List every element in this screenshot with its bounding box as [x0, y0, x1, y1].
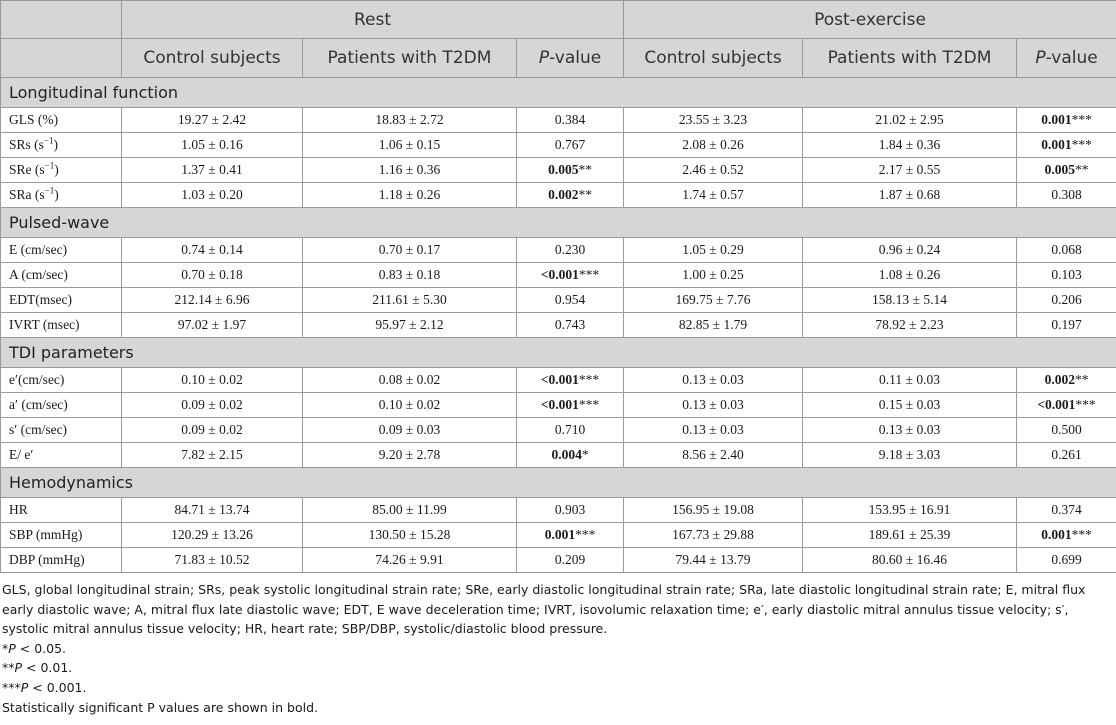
header-p-suffix: -value — [1045, 48, 1098, 68]
table-footnotes — [2, 580, 1114, 717]
rest-p-value — [517, 498, 624, 523]
p-value-number: 0.209 — [554, 552, 586, 567]
table-row — [1, 368, 1116, 393]
post-p-value — [1017, 313, 1116, 338]
row-label-text: DBP (mmHg) — [9, 552, 85, 567]
post-patients-value: 1.08 ± 0.26 — [803, 263, 1017, 288]
post-p-value — [1017, 288, 1116, 313]
rest-p-value — [517, 548, 624, 573]
row-label — [1, 393, 122, 418]
footnote-p: P — [14, 660, 23, 676]
row-label — [1, 158, 122, 183]
row-label-text: A (cm/sec) — [9, 267, 68, 282]
rest-p-value — [517, 288, 624, 313]
p-value-stars: *** — [1075, 397, 1096, 412]
p-value-stars: ** — [578, 162, 592, 177]
p-value-number: 0.197 — [1051, 317, 1082, 332]
p-value-number: 0.954 — [554, 292, 586, 307]
rest-control-value: 0.09 ± 0.02 — [122, 393, 303, 418]
table-row — [1, 393, 1116, 418]
post-patients-value: 158.13 ± 5.14 — [803, 288, 1017, 313]
unit-exponent: −1 — [43, 135, 54, 146]
rest-p-value — [517, 393, 624, 418]
rest-p-value — [517, 263, 624, 288]
header-p-letter: P — [1035, 48, 1046, 68]
p-value-number: 0.068 — [1051, 242, 1082, 257]
header-p-suffix: -value — [549, 48, 602, 68]
p-value-stars: * — [581, 447, 589, 462]
post-control-value: 1.05 ± 0.29 — [624, 238, 803, 263]
rest-patients-value: 0.10 ± 0.02 — [303, 393, 517, 418]
rest-p-value — [517, 158, 624, 183]
row-label-text: e′(cm/sec) — [9, 372, 65, 387]
rest-patients-value: 95.97 ± 2.12 — [303, 313, 517, 338]
footnote-threshold: < 0.05. — [15, 640, 67, 656]
p-value-number: 0.001 — [1041, 137, 1072, 152]
unit-close: ) — [54, 187, 59, 202]
rest-control-value: 97.02 ± 1.97 — [122, 313, 303, 338]
post-p-value — [1017, 523, 1116, 548]
p-value-number: 0.500 — [1051, 422, 1082, 437]
rest-control-value: 212.14 ± 6.96 — [122, 288, 303, 313]
section-title: Longitudinal function — [1, 78, 1116, 108]
post-control-value: 169.75 ± 7.76 — [624, 288, 803, 313]
row-label-text: s′ (cm/sec) — [9, 422, 68, 437]
row-label-text: E (cm/sec) — [9, 242, 68, 257]
p-value-stars: *** — [575, 527, 596, 542]
post-p-value — [1017, 133, 1116, 158]
row-label-text: a′ (cm/sec) — [9, 397, 68, 412]
footnote-threshold: < 0.001. — [28, 679, 87, 695]
p-value-stars: *** — [578, 397, 600, 412]
rest-patients-value: 130.50 ± 15.28 — [303, 523, 517, 548]
p-value-number: 0.710 — [554, 422, 586, 437]
p-value-number: <0.001 — [540, 397, 579, 412]
header-corner-2 — [1, 39, 122, 78]
rest-p-value — [517, 238, 624, 263]
header-rest-control: Control subjects — [122, 39, 303, 78]
p-value-number: 0.230 — [554, 242, 586, 257]
post-patients-value: 1.87 ± 0.68 — [803, 183, 1017, 208]
row-label — [1, 108, 122, 133]
post-patients-value: 21.02 ± 2.95 — [803, 108, 1017, 133]
row-label — [1, 368, 122, 393]
rest-patients-value: 18.83 ± 2.72 — [303, 108, 517, 133]
table-row — [1, 288, 1116, 313]
footnote-stars: *** — [2, 679, 21, 695]
row-label — [1, 523, 122, 548]
p-value-number: <0.001 — [540, 372, 579, 387]
row-label — [1, 418, 122, 443]
footnote-p: P — [8, 640, 16, 656]
row-label — [1, 288, 122, 313]
post-control-value: 2.08 ± 0.26 — [624, 133, 803, 158]
footnote-p0001 — [2, 678, 1114, 698]
table-row — [1, 418, 1116, 443]
p-value-number: <0.001 — [1037, 397, 1076, 412]
p-value-number: 0.384 — [554, 112, 586, 127]
footnote-abbreviations: GLS, global longitudinal strain; SRs, peak systolic longitudinal strain rate; SRe, early diastolic longitudinal strain rate; SRa, late diastolic longitudinal strain rate; E, mitral flux early diastolic wave; A, mitral flux late diastolic wave; EDT, E wave deceleration time; IVRT, isovolumic relaxation time; e′, early diastolic mitral annulus tissue velocity; s′, systolic mitral annulus tissue velocity; HR, heart rate; SBP/DBP, systolic/diastolic blood pressure. — [2, 582, 1086, 637]
header-post-patients: Patients with T2DM — [803, 39, 1017, 78]
footnote-threshold: < 0.01. — [22, 660, 73, 676]
post-patients-value: 9.18 ± 3.03 — [803, 443, 1017, 468]
p-value-stars: *** — [1071, 527, 1092, 542]
post-control-value: 1.00 ± 0.25 — [624, 263, 803, 288]
header-corner — [1, 1, 122, 39]
post-control-value: 0.13 ± 0.03 — [624, 368, 803, 393]
post-patients-value: 0.15 ± 0.03 — [803, 393, 1017, 418]
post-control-value: 156.95 ± 19.08 — [624, 498, 803, 523]
rest-patients-value: 85.00 ± 11.99 — [303, 498, 517, 523]
footnote-bold-note: Statistically significant P values are shown in bold. — [2, 699, 318, 715]
row-label-text: GLS (%) — [9, 112, 59, 127]
rest-patients-value: 1.16 ± 0.36 — [303, 158, 517, 183]
footnote-stars: * — [2, 640, 9, 656]
row-label — [1, 313, 122, 338]
p-value-number: 0.261 — [1051, 447, 1082, 462]
p-value-stars: *** — [1071, 137, 1092, 152]
row-label-text: IVRT (msec) — [9, 317, 80, 332]
rest-patients-value: 0.70 ± 0.17 — [303, 238, 517, 263]
p-value-number: 0.374 — [1051, 502, 1082, 517]
unit-close: ) — [53, 137, 58, 152]
p-value-number: 0.004 — [551, 447, 582, 462]
table-row — [1, 443, 1116, 468]
post-p-value — [1017, 183, 1116, 208]
table-row — [1, 133, 1116, 158]
post-control-value: 82.85 ± 1.79 — [624, 313, 803, 338]
post-p-value — [1017, 418, 1116, 443]
row-label — [1, 263, 122, 288]
post-patients-value: 2.17 ± 0.55 — [803, 158, 1017, 183]
rest-control-value: 0.74 ± 0.14 — [122, 238, 303, 263]
rest-p-value — [517, 108, 624, 133]
section-title: Pulsed-wave — [1, 208, 1116, 238]
p-value-stars: ** — [1074, 162, 1089, 177]
section-header-row — [1, 468, 1116, 498]
post-p-value — [1017, 393, 1116, 418]
row-label-text: HR — [9, 502, 28, 517]
rest-p-value — [517, 523, 624, 548]
footnote-p001 — [2, 658, 1114, 678]
rest-p-value — [517, 368, 624, 393]
row-label — [1, 443, 122, 468]
header-post-control: Control subjects — [624, 39, 803, 78]
unit-close: ) — [54, 162, 59, 177]
rest-control-value: 19.27 ± 2.42 — [122, 108, 303, 133]
row-label-text: SRs (s — [9, 137, 44, 152]
post-p-value — [1017, 158, 1116, 183]
post-control-value: 8.56 ± 2.40 — [624, 443, 803, 468]
section-header-row — [1, 338, 1116, 368]
rest-control-value: 0.09 ± 0.02 — [122, 418, 303, 443]
section-title: TDI parameters — [1, 338, 1116, 368]
post-p-value — [1017, 368, 1116, 393]
table-row — [1, 183, 1116, 208]
p-value-number: 0.308 — [1051, 187, 1082, 202]
header-p-letter: P — [538, 48, 550, 68]
p-value-number: 0.005 — [1044, 162, 1075, 177]
unit-exponent: −1 — [44, 185, 55, 196]
table-row — [1, 108, 1116, 133]
table-body — [1, 78, 1116, 573]
p-value-number: 0.903 — [554, 502, 586, 517]
table-row — [1, 263, 1116, 288]
header-rest: Rest — [122, 1, 624, 39]
p-value-number: 0.743 — [554, 317, 586, 332]
rest-control-value: 0.70 ± 0.18 — [122, 263, 303, 288]
post-control-value: 79.44 ± 13.79 — [624, 548, 803, 573]
rest-control-value: 0.10 ± 0.02 — [122, 368, 303, 393]
rest-control-value: 1.37 ± 0.41 — [122, 158, 303, 183]
rest-control-value: 84.71 ± 13.74 — [122, 498, 303, 523]
post-p-value — [1017, 263, 1116, 288]
rest-p-value — [517, 133, 624, 158]
post-patients-value: 0.13 ± 0.03 — [803, 418, 1017, 443]
header-row-columns — [1, 39, 1116, 78]
rest-control-value: 7.82 ± 2.15 — [122, 443, 303, 468]
post-control-value: 23.55 ± 3.23 — [624, 108, 803, 133]
rest-patients-value: 1.18 ± 0.26 — [303, 183, 517, 208]
post-p-value — [1017, 548, 1116, 573]
post-patients-value: 1.84 ± 0.36 — [803, 133, 1017, 158]
table-row — [1, 158, 1116, 183]
table-row — [1, 238, 1116, 263]
rest-p-value — [517, 313, 624, 338]
row-label — [1, 498, 122, 523]
rest-control-value: 1.05 ± 0.16 — [122, 133, 303, 158]
table-row — [1, 548, 1116, 573]
rest-control-value: 1.03 ± 0.20 — [122, 183, 303, 208]
row-label-text: SBP (mmHg) — [9, 527, 83, 542]
row-label — [1, 238, 122, 263]
table-row — [1, 523, 1116, 548]
p-value-number: 0.005 — [548, 162, 579, 177]
post-patients-value: 189.61 ± 25.39 — [803, 523, 1017, 548]
post-patients-value: 0.96 ± 0.24 — [803, 238, 1017, 263]
post-patients-value: 153.95 ± 16.91 — [803, 498, 1017, 523]
post-p-value — [1017, 108, 1116, 133]
footnote-p005 — [2, 639, 1114, 659]
rest-patients-value: 0.83 ± 0.18 — [303, 263, 517, 288]
row-label — [1, 133, 122, 158]
header-row-groups — [1, 1, 1116, 39]
header-rest-patients: Patients with T2DM — [303, 39, 517, 78]
footnote-p: P — [20, 679, 29, 695]
post-patients-value: 0.11 ± 0.03 — [803, 368, 1017, 393]
row-label-text: EDT(msec) — [9, 292, 72, 307]
post-control-value: 167.73 ± 29.88 — [624, 523, 803, 548]
table-row — [1, 313, 1116, 338]
post-p-value — [1017, 238, 1116, 263]
rest-patients-value: 74.26 ± 9.91 — [303, 548, 517, 573]
p-value-stars: ** — [1074, 372, 1089, 387]
post-control-value: 0.13 ± 0.03 — [624, 418, 803, 443]
p-value-number: 0.001 — [1041, 112, 1072, 127]
row-label-text: E/ e′ — [9, 447, 34, 462]
header-post-exercise: Post-exercise — [624, 1, 1116, 39]
rest-patients-value: 9.20 ± 2.78 — [303, 443, 517, 468]
rest-p-value — [517, 183, 624, 208]
post-patients-value: 78.92 ± 2.23 — [803, 313, 1017, 338]
post-control-value: 1.74 ± 0.57 — [624, 183, 803, 208]
header-rest-pvalue — [517, 39, 624, 78]
header-post-pvalue — [1017, 39, 1116, 78]
p-value-stars: ** — [578, 187, 592, 202]
rest-patients-value: 0.09 ± 0.03 — [303, 418, 517, 443]
p-value-number: 0.103 — [1051, 267, 1082, 282]
p-value-stars: *** — [578, 267, 600, 282]
post-p-value — [1017, 443, 1116, 468]
footnote-stars: ** — [2, 660, 15, 676]
p-value-number: <0.001 — [540, 267, 579, 282]
p-value-number: 0.699 — [1051, 552, 1082, 567]
rest-p-value — [517, 443, 624, 468]
p-value-stars: *** — [1071, 112, 1092, 127]
p-value-number: 0.001 — [544, 527, 576, 542]
rest-patients-value: 0.08 ± 0.02 — [303, 368, 517, 393]
section-header-row — [1, 208, 1116, 238]
p-value-stars: *** — [578, 372, 600, 387]
p-value-number: 0.002 — [1044, 372, 1075, 387]
post-patients-value: 80.60 ± 16.46 — [803, 548, 1017, 573]
section-header-row — [1, 78, 1116, 108]
post-p-value — [1017, 498, 1116, 523]
p-value-number: 0.001 — [1041, 527, 1072, 542]
row-label — [1, 183, 122, 208]
section-title: Hemodynamics — [1, 468, 1116, 498]
post-control-value: 0.13 ± 0.03 — [624, 393, 803, 418]
rest-control-value: 71.83 ± 10.52 — [122, 548, 303, 573]
p-value-number: 0.002 — [548, 187, 579, 202]
row-label — [1, 548, 122, 573]
rest-p-value — [517, 418, 624, 443]
row-label-text: SRa (s — [9, 187, 45, 202]
rest-patients-value: 211.61 ± 5.30 — [303, 288, 517, 313]
p-value-number: 0.767 — [554, 137, 586, 152]
p-value-number: 0.206 — [1051, 292, 1082, 307]
table-row — [1, 498, 1116, 523]
row-label-text: SRe (s — [9, 162, 45, 177]
rest-control-value: 120.29 ± 13.26 — [122, 523, 303, 548]
rest-patients-value: 1.06 ± 0.15 — [303, 133, 517, 158]
unit-exponent: −1 — [44, 160, 55, 171]
post-control-value: 2.46 ± 0.52 — [624, 158, 803, 183]
